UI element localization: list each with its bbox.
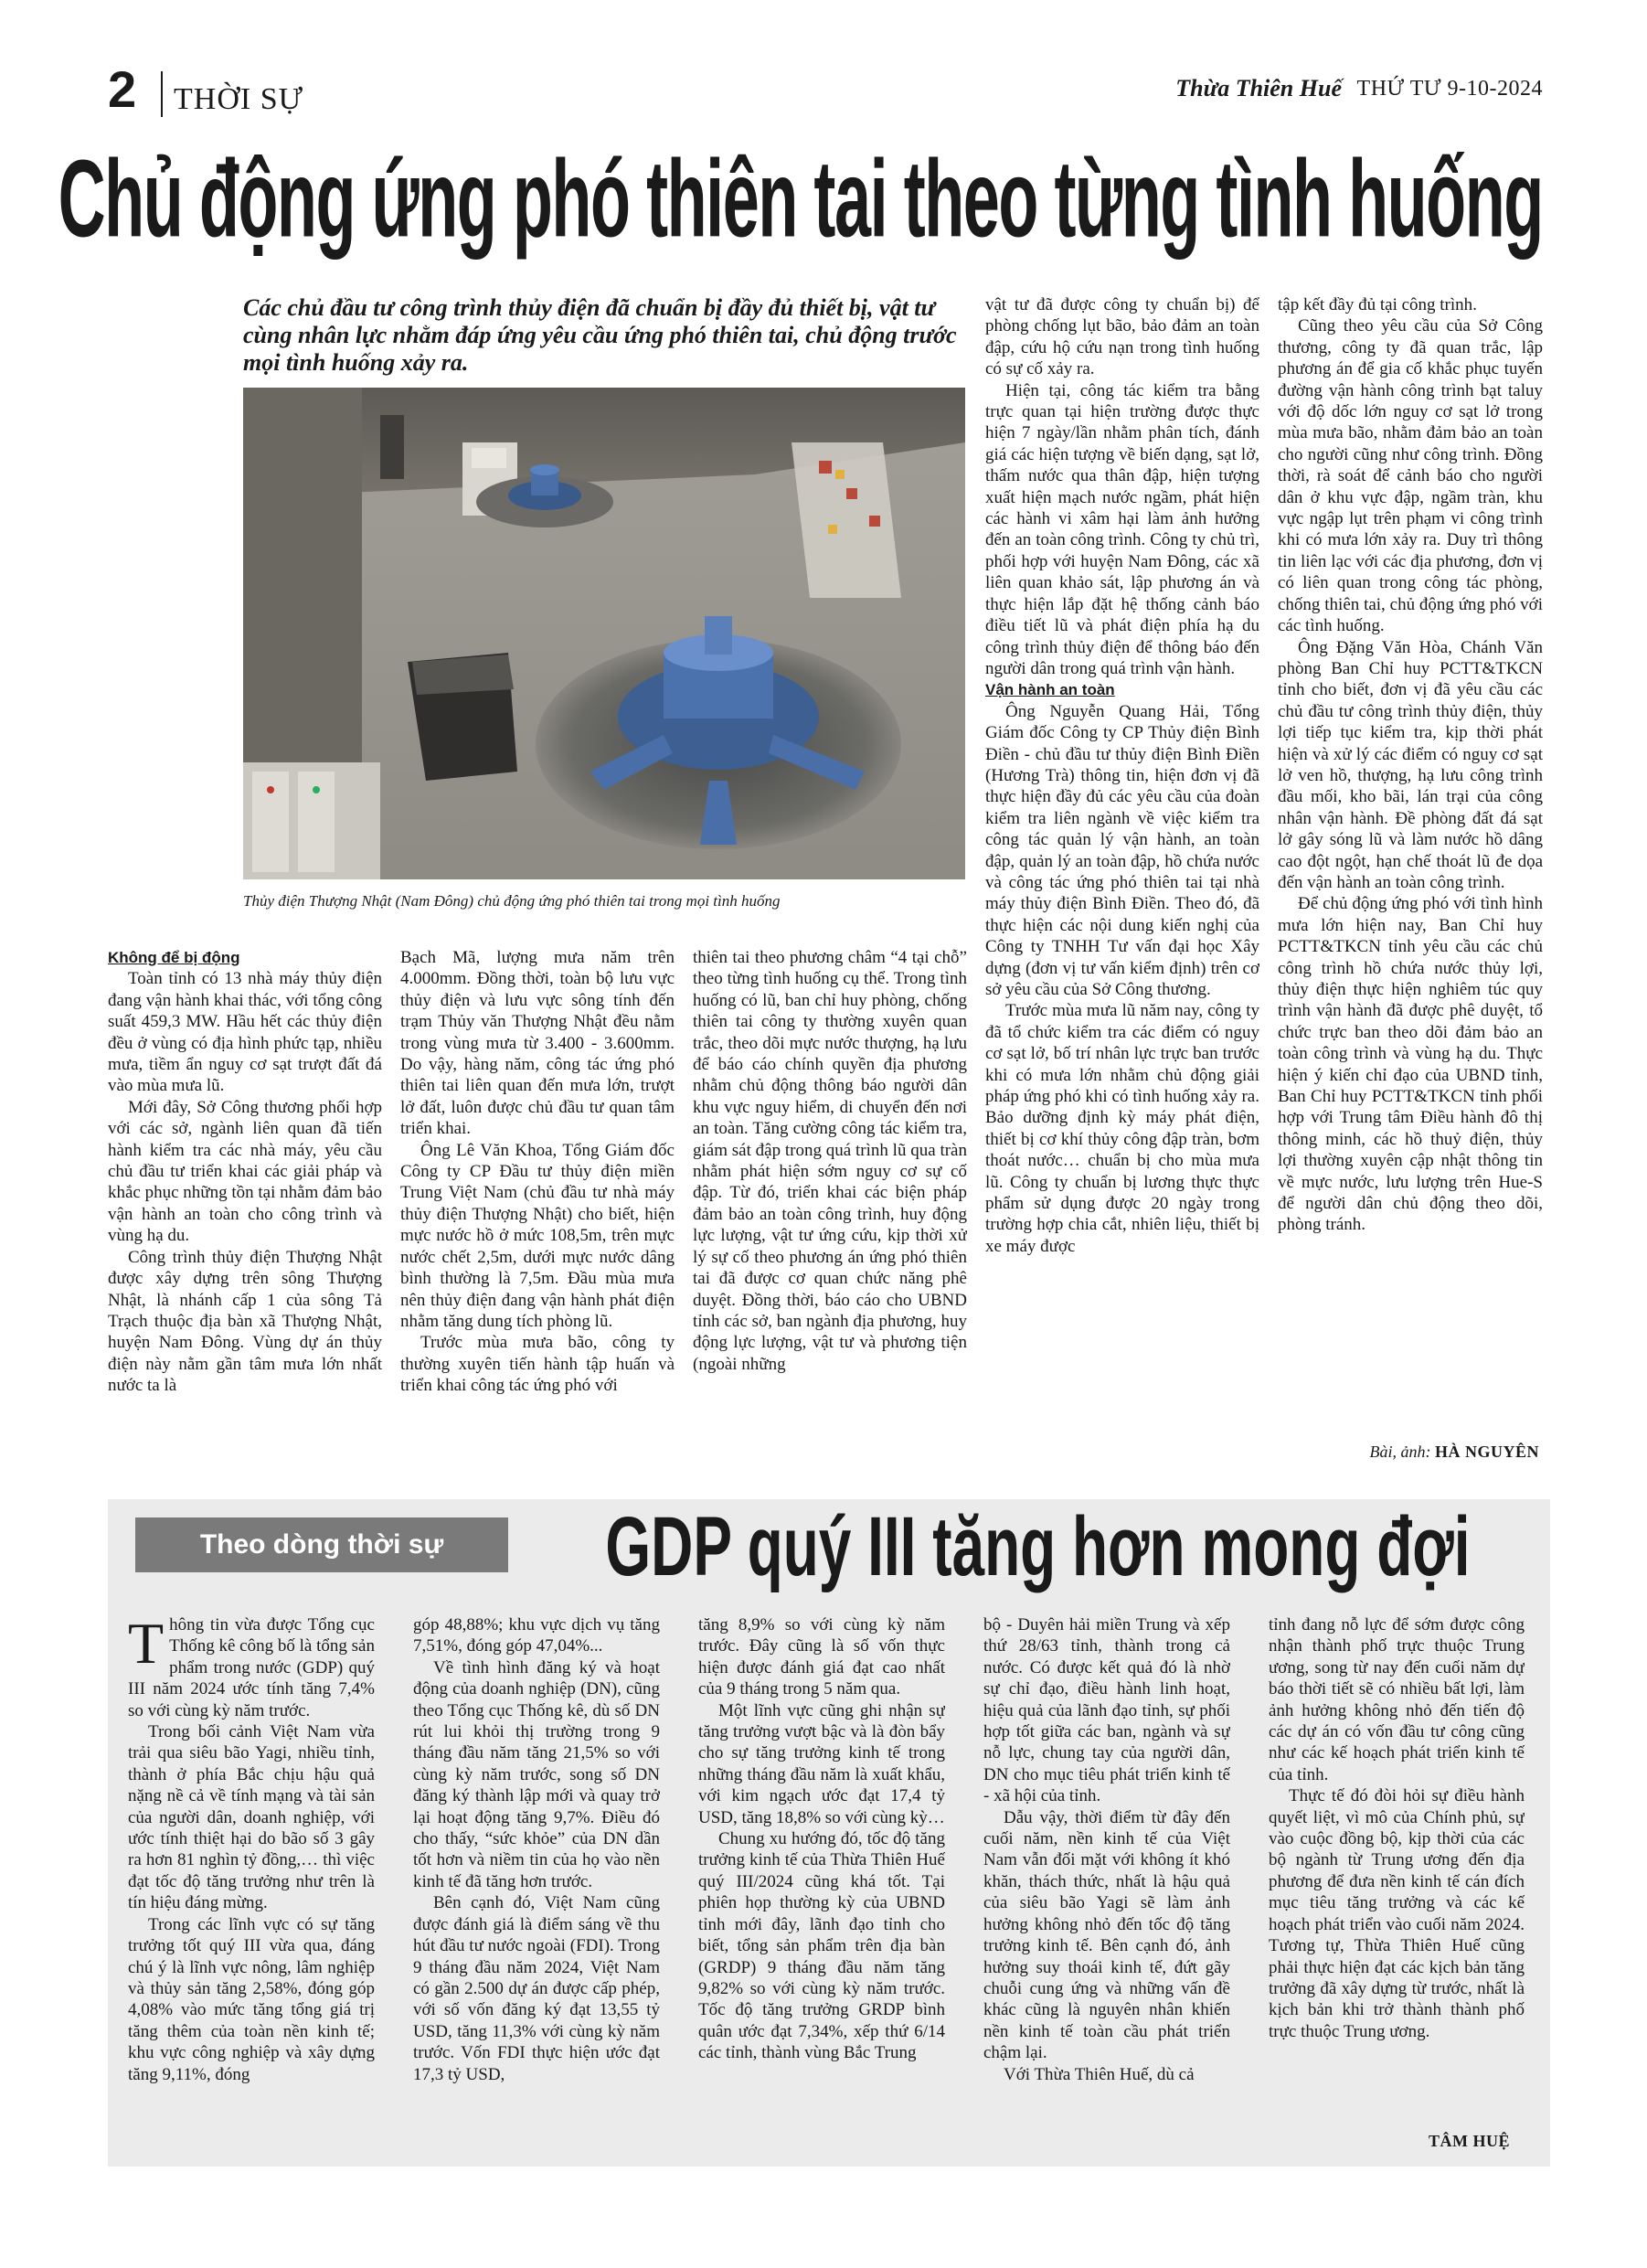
masthead: Thừa Thiên Huế — [1175, 75, 1342, 101]
paragraph: Về tình hình đăng ký và hoạt động của doanh nghiệp (DN), cũng theo Tổng cục Thống kê, dù số DN rút lui khỏi thị trường trong 9 tháng đầu năm tăng 21,5% so với cùng kỳ năm trước, song số DN đăng ký thành lập mới và quay trở lại hoạt động tăng 9,7%. Điều đó cho thấy, “sức khỏe” của DN dần tốt hơn và niềm tin của họ vào nền kinh tế đã tăng hơn trước. — [413, 1657, 660, 1891]
paragraph: Công trình thủy điện Thượng Nhật được xây dựng trên sông Thượng Nhật, là nhánh cấp 1 của sông Tả Trạch thuộc địa bàn xã Thượng Nhật, huyện Nam Đông. Vùng dự án thủy điện này nằm gần tâm mưa lớn nhất nước ta là — [108, 1247, 382, 1396]
photo-caption: Thủy điện Thượng Nhật (Nam Đông) chủ động ứng phó thiên tai trong mọi tình huống — [243, 892, 781, 910]
paragraph: tỉnh đang nỗ lực để sớm được công nhận thành phố trực thuộc Trung ương, song từ nay đến cuối năm dự báo thời tiết sẽ có nhiều bất lợi, làm ảnh hưởng không nhỏ đến tiến độ các dự án có vốn đầu tư công cũng như các kế hoạch phát triển kinh tế của tỉnh. — [1269, 1615, 1525, 1784]
paragraph: Chung xu hướng đó, tốc độ tăng trưởng kinh tế của Thừa Thiên Huế quý III/2024 cũng khá tốt. Tại phiên họp thường kỳ của UBND tỉnh mới đây, lãnh đạo tỉnh cho biết, tổng sản phẩm trên địa bàn (GRDP) 9 tháng đầu năm tăng 9,82% so với cùng kỳ năm trước. Tốc độ tăng trưởng GRDP bình quân ước đạt 7,34%, xếp thứ 6/14 các tỉnh, thành vùng Bắc Trung — [698, 1829, 945, 2063]
article2-col-5 — [1269, 1614, 1525, 2126]
paragraph: tập kết đầy đủ tại công trình. — [1278, 295, 1477, 314]
paragraph: Dẫu vậy, thời điểm từ đây đến cuối năm, nền kinh tế của Việt Nam vẫn đối mặt với không ít khó khăn, thách thức, nhất là hậu quả của siêu bão Yagi sẽ làm ảnh hưởng không nhỏ đến tốc độ tăng trưởng kinh tế. Bên cạnh đó, ảnh hưởng suy thoái kinh tế, đứt gãy chuỗi cung ứng và những vấn đề khác cũng là nguyên nhân khiến nền kinh tế toàn cầu phát triển chậm lại. — [983, 1807, 1230, 2063]
subhead-van-hanh-an-toan: Vận hành an toàn — [985, 681, 1115, 699]
article-title-text: Chủ động ứng phó thiên tai theo từng tình huống — [58, 137, 1543, 261]
paragraph: Toàn tỉnh có 13 nhà máy thủy điện đang vận hành khai thác, với tổng công suất 459,3 MW. Hầu hết các thủy điện đều ở vùng có địa hình phức tạp, nhiều mưa, tiềm ẩn nguy cơ sạt trượt đất đá vào mùa mưa lũ. — [108, 969, 382, 1096]
byline-label: Bài, ảnh: — [1369, 1443, 1431, 1461]
paragraph: Hiện tại, công tác kiểm tra bằng trực quan tại hiện trường được thực hiện 7 ngày/lần nhằm phân tích, đánh giá các hiện tượng về biến dạng, sạt lở, thấm nước qua thân đập, hiện tượng xuất hiện mạch nước ngầm, phát hiện các hành vi xâm hại làm ảnh hưởng đến an toàn công trình. Công ty chủ trì, phối hợp với huyện Nam Đông, các xã liên quan khảo sát, lập phương án và thực hiện lắp đặt hệ thống cảnh báo điều tiết lũ và phát điện phía hạ du công trình thủy điện để thông báo đến người dân trong quá trình vận hành. — [985, 380, 1259, 678]
paragraph-text: hông tin vừa được Tổng cục Thống kê công bố là tổng sản phẩm trong nước (GDP) quý III năm 2024 ước tính tăng 7,4% so với cùng kỳ năm trước. — [128, 1615, 375, 1720]
page-header — [108, 60, 1543, 119]
subhead-khong-de-bi-dong: Không để bị động — [108, 949, 240, 966]
article1-col-2 — [400, 947, 675, 1430]
paragraph: Một lĩnh vực cũng ghi nhận sự tăng trưởng vượt bậc và là đòn bẩy cho sự tăng trưởng kinh tế trong những tháng đầu năm là xuất khẩu, với kim ngạch ước đạt 17,4 tỷ USD, tăng 18,8% so với cùng kỳ… — [698, 1700, 945, 1827]
article2-title — [548, 1500, 1526, 1594]
paragraph: vật tư đã được công ty chuẩn bị) để phòng chống lụt bão, bảo đảm an toàn đập, cứu hộ cứu nạn trong tình huống có sự cố xảy ra. — [985, 295, 1259, 379]
paragraph: Để chủ động ứng phó với tình hình mưa lớn hiện nay, Ban Chỉ huy PCTT&TKCN tỉnh yêu cầu các chủ công trình hồ chứa nước thủy lợi, thủy điện thực hiện nghiêm túc quy trình vận hành đã được phê duyệt, tổ chức trực ban theo dõi đảm bảo an toàn công trình và vùng hạ du. Thực hiện ý kiến chỉ đạo của UBND tỉnh, Ban Chỉ huy PCTT&TKCN tỉnh phối hợp với Trung tâm Điều hành đô thị thông minh, các hồ thuỷ điện, thủy lợi thường xuyên cập nhật thông tin về mực nước, lưu lượng trên Hue-S để người dân chủ động theo dõi, phòng tránh. — [1278, 894, 1543, 1235]
article1-col-5 — [1278, 294, 1543, 1430]
paragraph: Mới đây, Sở Công thương phối hợp với các sở, ngành liên quan đã tiến hành kiểm tra các nhà máy, yêu cầu chủ đầu tư triển khai các giải pháp và khắc phục những tồn tại nhằm đảm bảo vận hành an toàn cho công trình và vùng hạ du. — [108, 1097, 382, 1246]
dropcap: T — [128, 1614, 165, 1676]
header-divider — [161, 71, 163, 117]
article1-col-4 — [985, 294, 1259, 1430]
byline-name: HÀ NGUYÊN — [1434, 1443, 1539, 1461]
paragraph: Trong các lĩnh vực có sự tăng trưởng tốt quý III vừa qua, đáng chú ý là lĩnh vực nông, lâm nghiệp và thủy sản tăng 2,58%, đóng góp 4,08% vào mức tăng tổng giá trị tăng thêm của toàn nền kinh tế; khu vực công nghiệp và xây dựng tăng 9,11%, đóng — [128, 1914, 375, 2084]
issue-date: THỨ TƯ 9-10-2024 — [1356, 77, 1543, 101]
article1-col-1 — [108, 947, 382, 1430]
paragraph: góp 48,88%; khu vực dịch vụ tăng 7,51%, đóng góp 47,04%... — [413, 1615, 660, 1656]
page-number: 2 — [108, 60, 137, 118]
paragraph: Trong bối cảnh Việt Nam vừa trải qua siêu bão Yagi, nhiều tỉnh, thành ở phía Bắc chịu hậu quả nặng nề cả về tính mạng và tài sản của người dân, doanh nghiệp, với ước tính thiệt hại do bão số 3 gây ra hơn 81 nghìn tỷ đồng,… thì việc đạt tốc độ tăng trưởng như trên là tín hiệu đáng mừng. — [128, 1722, 375, 1913]
article2-col-2 — [413, 1614, 660, 2135]
article-photo — [243, 388, 965, 879]
paragraph: Trước mùa mưa lũ năm nay, công ty đã tổ chức kiểm tra các điểm có nguy cơ sạt lở, bố trí nhân lực trực ban trước khi có mưa lớn nhằm chủ động giải pháp ứng phó khi có tình huống xảy ra. Bảo dưỡng định kỳ máy phát điện, thiết bị cơ khí thủy công đập tràn, bơm thoát nước… chuẩn bị cho mùa mưa lũ. Công ty chuẩn bị lương thực thực phẩm sử dụng được 20 ngày trong trường hợp chia cắt, nhiên liệu, thiết bị xe máy được — [985, 1001, 1259, 1256]
section-name: THỜI SỰ — [174, 82, 303, 116]
article2-col-3 — [698, 1614, 945, 2135]
paragraph: Trước mùa mưa bão, công ty thường xuyên tiến hành tập huấn và triển khai công tác ứng phó với — [400, 1333, 675, 1396]
paragraph: Bên cạnh đó, Việt Nam cũng được đánh giá là điểm sáng về thu hút đầu tư nước ngoài (FDI). Trong 9 tháng đầu năm 2024, Việt Nam có gần 2.500 dự án được cấp phép, với số vốn đăng ký đạt 13,55 tỷ USD, tăng 11,3% với cùng kỳ năm trước. Vốn FDI thực hiện ước đạt 17,3 tỷ USD, — [413, 1893, 660, 2084]
paragraph: Ông Lê Văn Khoa, Tổng Giám đốc Công ty CP Đầu tư thủy điện miền Trung Việt Nam (chủ đầu tư nhà máy thủy điện Thượng Nhật) cho biết, hiện mực nước hồ ở mức 108,5m, trên mực nước chết 2,5m, dưới mực nước dâng bình thường là 7,5m. Đầu mùa mưa nên thủy điện đang vận hành phát điện nhằm tăng dung tích phòng lũ. — [400, 1140, 675, 1331]
paragraph: tăng 8,9% so với cùng kỳ năm trước. Đây cũng là số vốn thực hiện được đánh giá đạt cao nhất của 9 tháng trong 5 năm qua. — [698, 1615, 945, 1699]
hydropower-hall-illustration — [243, 388, 965, 879]
paragraph: Bạch Mã, lượng mưa năm trên 4.000mm. Đồng thời, toàn bộ lưu vực thủy điện và lưu vực sông tính đến trạm Thủy văn Thượng Nhật đều nằm trong vùng mưa từ 3.400 - 3.600mm. Do vậy, hàng năm, công tác ứng phó thiên tai liên quan đến mưa lớn, trượt lở đất, luôn được chủ đầu tư quan tâm triển khai. — [400, 948, 675, 1139]
article-lead: Các chủ đầu tư công trình thủy điện đã chuẩn bị đầy đủ thiết bị, vật tư cùng nhân lực nhằm đáp ứng yêu cầu ứng phó thiên tai, chủ động trước mọi tình huống xảy ra. — [243, 294, 957, 376]
paragraph: thiên tai theo phương châm “4 tại chỗ” theo từng tình huống cụ thể. Trong tình huống có lũ, ban chỉ huy phòng, chống thiên tai công ty thường xuyên quan trắc, theo dõi mực nước thượng, hạ lưu để báo cáo chính quyền địa phương nhằm chủ động thông báo người dân khu vực nguy hiểm, di chuyển đến nơi an toàn. Tăng cường công tác kiểm tra, giám sát đập trong quá trình lũ qua tràn nhằm phát hiện sớm nguy cơ sự cố đập. Từ đó, triển khai các biện pháp đảm bảo an toàn công trình, huy động lực lượng, vật tư ứng cứu, kịp thời xử lý sự cố theo phương án ứng phó thiên tai đã được cơ quan chức năng phê duyệt. Đồng thời, báo cáo cho UBND tỉnh các sở, ban ngành địa phương, huy động lực lượng, vật tư và phương tiện (ngoài những — [693, 948, 967, 1374]
paragraph: Thực tế đó đòi hỏi sự điều hành quyết liệt, vì mô của Chính phủ, sự vào cuộc đồng bộ, kịp thời của các bộ ngành từ Trung ương đến địa phương để đưa nền kinh tế cán đích mục tiêu tăng trưởng và các kế hoạch phát triển vào cuối năm 2024. Tương tự, Thừa Thiên Huế cũng phải thực hiện đạt các kịch bản tăng trưởng đã xây dựng từ trước, nhất là kịch bản khi trở thành thành phố trực thuộc Trung ương. — [1269, 1786, 1525, 2041]
article1-byline — [1369, 1443, 1539, 1462]
paragraph: Cũng theo yêu cầu của Sở Công thương, công ty đã quan trắc, lập phương án để gia cố khắc phục tuyến đường vận hành công trình bạt taluy với độ dốc lớn nguy cơ sạt lở trong mùa mưa bão, nhằm đảm bảo an toàn cho người cũng như công trình. Đồng thời, rà soát để cảnh báo cho người dân ở khu vực đập, ngầm tràn, khu vực ngập lụt trên phạm vi công trình khi có mưa lớn xảy ra. Duy trì thông tin liên lạc với các địa phương, đơn vị có liên quan trong công tác phòng, chống thiên tai, chủ động ứng phó với các tình huống. — [1278, 316, 1543, 636]
article2-byline: TÂM HUỆ — [1429, 2132, 1510, 2150]
column-kicker: Theo dòng thời sự — [135, 1517, 508, 1572]
article2-col-1 — [128, 1614, 375, 2135]
paragraph: Với Thừa Thiên Huế, dù cả — [1004, 2064, 1195, 2084]
article1-col-3 — [693, 947, 967, 1430]
article2-col-4 — [983, 1614, 1230, 2135]
paragraph — [128, 1614, 375, 1721]
article2-title-text: GDP quý III tăng hơn mong đợi — [604, 1500, 1471, 1594]
paragraph: Ông Đặng Văn Hòa, Chánh Văn phòng Ban Chỉ huy PCTT&TKCN tỉnh cho biết, đơn vị đã yêu cầu các chủ đầu tư công trình thủy điện, thủy lợi tiếp tục kiểm tra, kịp thời phát hiện và xử lý các điểm có nguy cơ sạt lở ven hồ, thượng, hạ lưu công trình đầu mối, kho bãi, lán trại của công nhân vận hành. Đề phòng đất đá sạt lở gây sóng lũ và làm nước hồ dâng cao đột ngột, hạn chế thoát lũ đe dọa đến vận hành an toàn công trình. — [1278, 637, 1543, 892]
paragraph: bộ - Duyên hải miền Trung và xếp thứ 28/63 tỉnh, thành trong cả nước. Có được kết quả đó là nhờ sự chỉ đạo, điều hành linh hoạt, hiệu quả của lãnh đạo tỉnh, sự phối hợp tốt giữa các ban, ngành và sự nỗ lực, chung tay của người dân, DN cho mục tiêu phát triển kinh tế - xã hội của tỉnh. — [983, 1615, 1230, 1806]
paragraph: Ông Nguyễn Quang Hải, Tổng Giám đốc Công ty CP Thủy điện Bình Điền - chủ đầu tư thủy điện Bình Điền (Hương Trà) thông tin, hiện đơn vị đã thực hiện đầy đủ các yêu cầu của đoàn kiểm tra liên ngành về việc kiểm tra công tác quản lý vận hành, an toàn đập, quản lý an toàn đập, hồ chứa nước và công tác ứng phó thiên tai tại nhà máy thủy điện Bình Điền. Theo đó, đã thực hiện các nội dung kiến nghị của Công ty TNHH Tư vấn đại học Xây dựng (đơn vị tư vấn kiểm định) trên cơ sở yêu cầu của Sở Công thương. — [985, 701, 1259, 999]
article-title — [58, 135, 1543, 263]
